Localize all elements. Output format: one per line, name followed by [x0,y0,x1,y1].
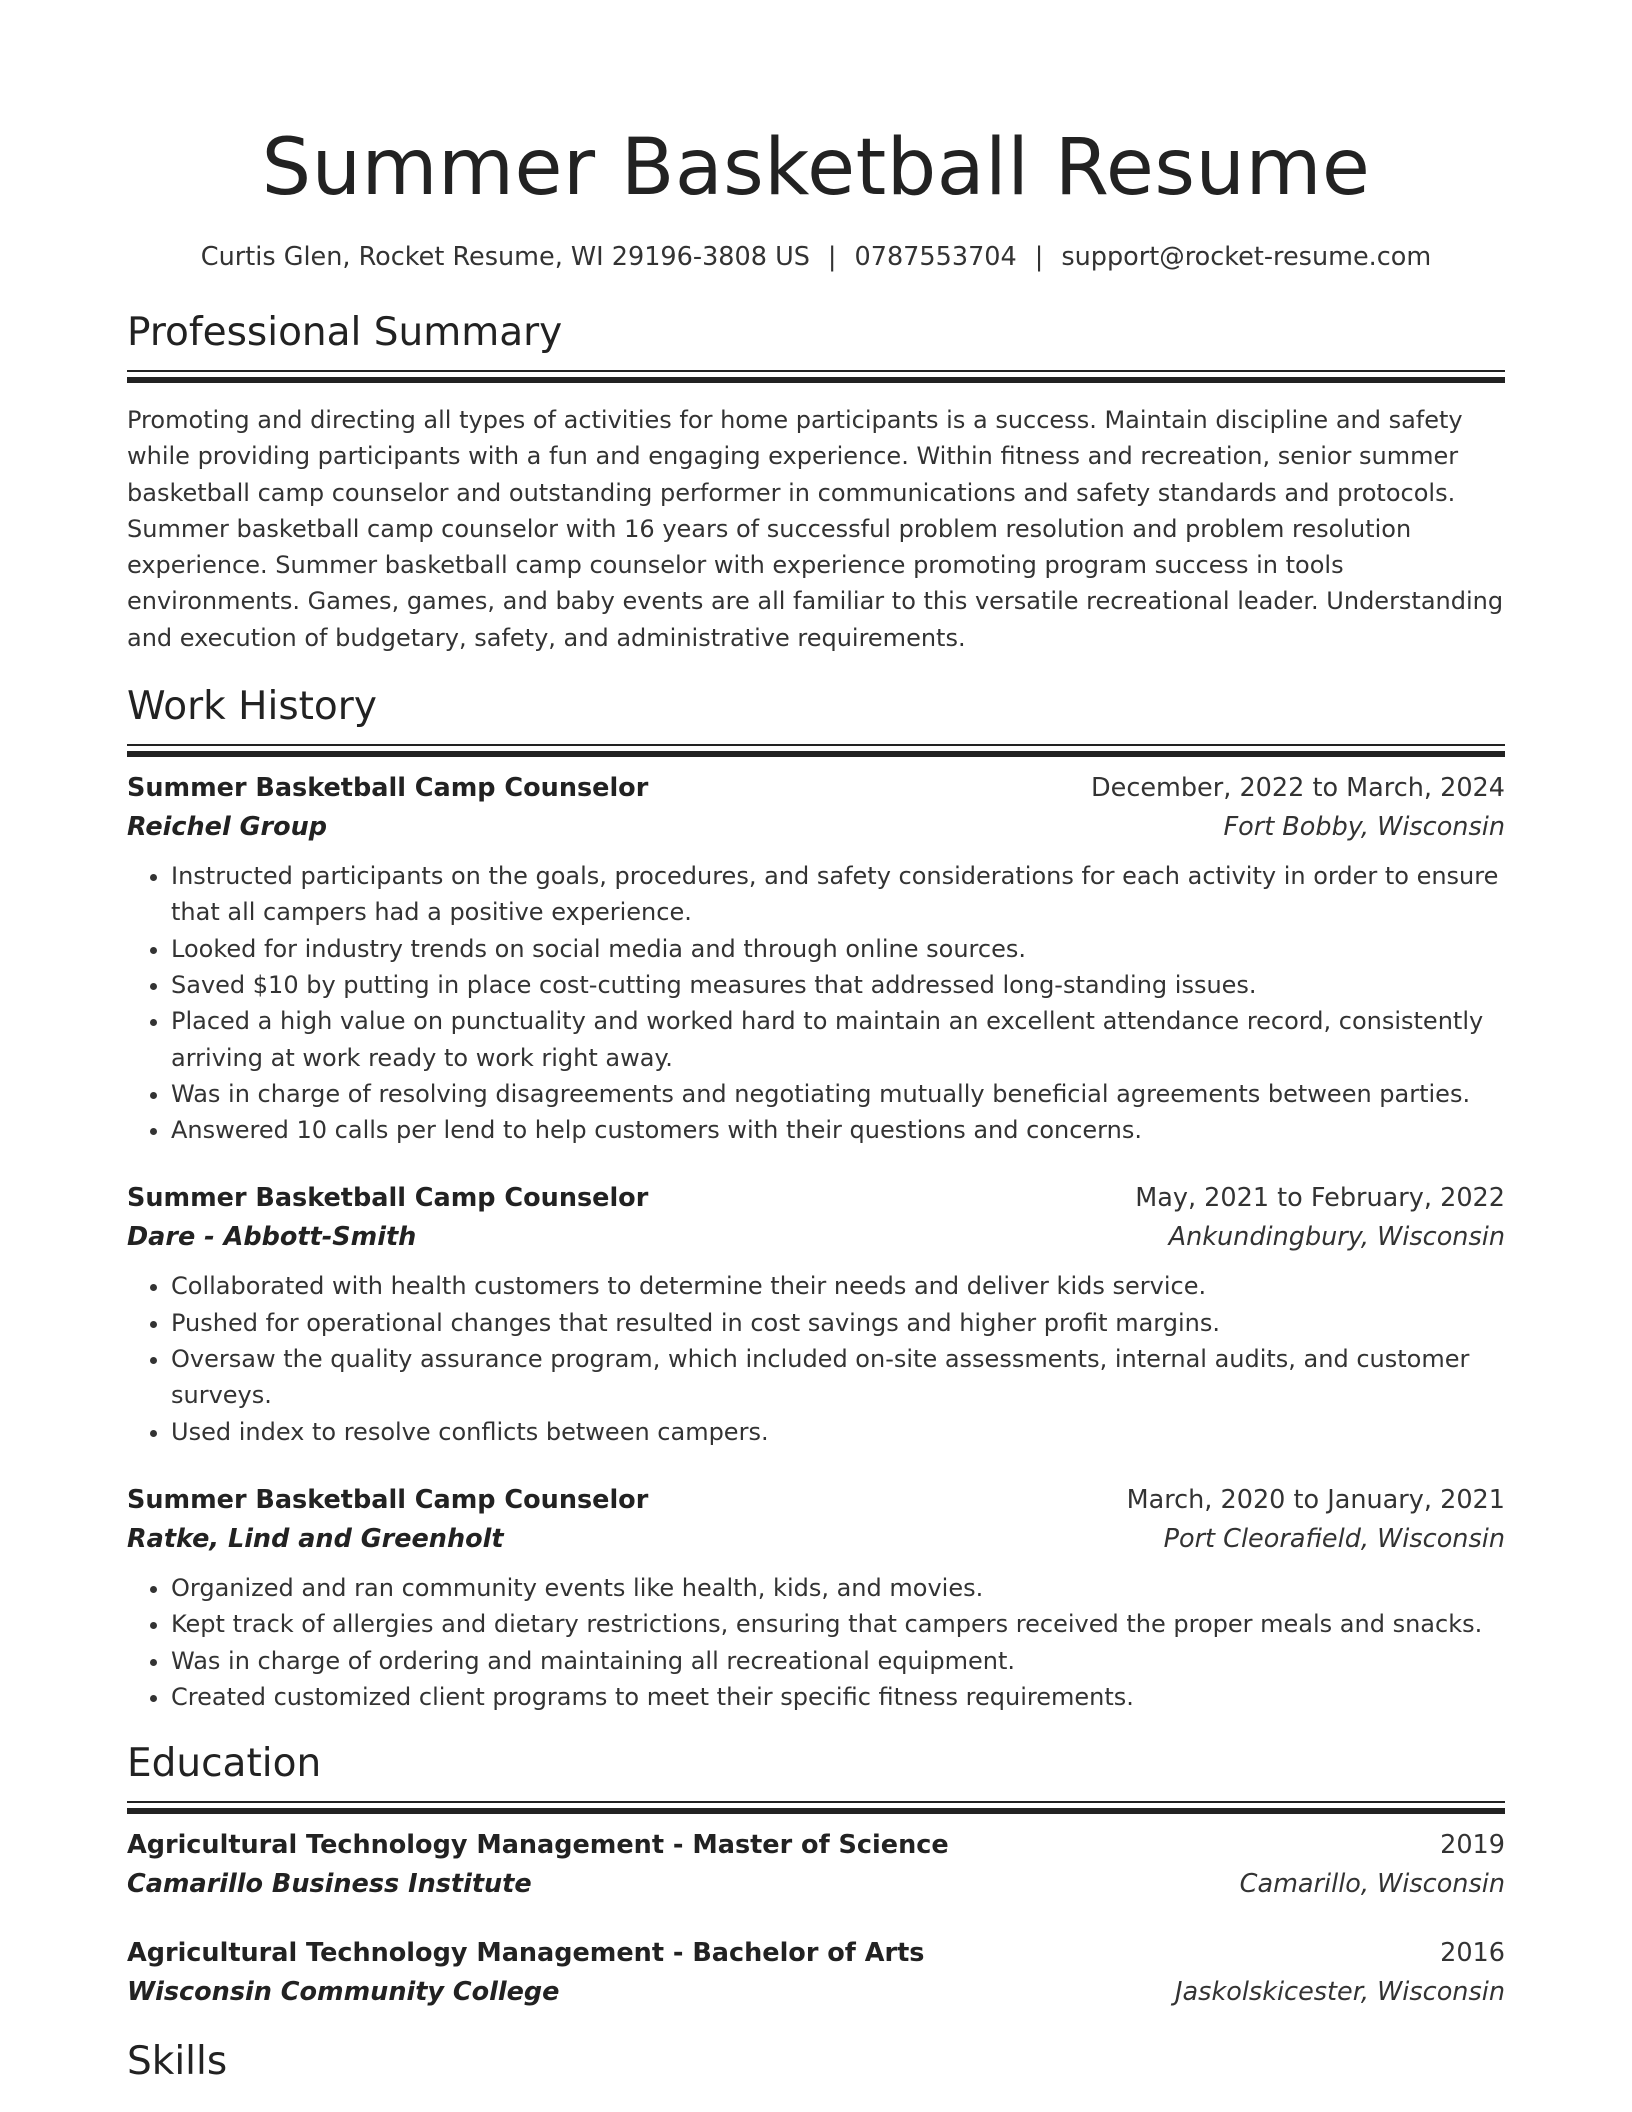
job-bullets [127,1570,1505,1715]
section-divider [127,1801,1505,1803]
job-bullet: • Organized and ran community events like health, kids, and movies. [171,1570,1505,1606]
job-bullet: • Looked for industry trends on social media and through online sources. [171,931,1505,967]
education-school: Wisconsin Community College [127,1977,560,2008]
job-bullet: • Collaborated with health customers to determine their needs and deliver kids service. [171,1268,1505,1304]
job-company: Dare - Abbott-Smith [127,1222,417,1253]
job-bullet: • Kept track of allergies and dietary restrictions, ensuring that campers received the proper meals and snacks. [171,1606,1505,1642]
job-dates: March, 2020 to January, 2021 [1126,1484,1505,1515]
job-bullets [127,1268,1505,1449]
job-location: Port Cleorafield, Wisconsin [1163,1523,1505,1554]
section-divider [127,370,1505,372]
job-bullet: • Was in charge of resolving disagreements and negotiating mutually beneficial agreements between parties. [171,1076,1505,1112]
job-bullet: • Instructed participants on the goals, procedures, and safety considerations for each activity in order to ensure that all campers had a positive experience. [171,858,1505,931]
education-heading: Education [127,1741,322,1787]
job-title: Summer Basketball Camp Counselor [127,1484,649,1515]
contact-separator: | [827,242,837,272]
contact-phone: 0787553704 [854,242,1017,272]
contact-line [127,240,1505,274]
education-location: Jaskolskicester, Wisconsin [1175,1977,1505,2008]
resume-title: Summer Basketball Resume [261,123,1371,213]
summary-heading: Professional Summary [127,310,563,355]
job-bullet: • Placed a high value on punctuality and worked hard to maintain an excellent attendance record, consistently arriving at work ready to work right away. [171,1003,1505,1076]
job-entry [127,1480,1505,1715]
summary-text: Promoting and directing all types of activities for home participants is a success. Maintain discipline and safety while providing participants with a fun and engaging experience. Within fitness and recreation, senior summer basketball camp counselor and outstanding performer in communications and safety standards and protocols. Summer basketball camp counselor with 16 years of successful problem resolution and problem resolution experience. Summer basketball camp counselor with experience promoting program success in tools environments. Games, games, and baby events are all familiar to this versatile recreational leader. Understanding and execution of budgetary, safety, and administrative requirements. [127,406,1504,652]
job-bullet: • Used index to resolve conflicts between campers. [171,1414,1505,1450]
job-bullet: • Created customized client programs to meet their specific fitness requirements. [171,1679,1505,1715]
education-entry [127,1933,1505,2011]
work-history-section [127,682,1505,1715]
skills-heading: Skills [127,2039,228,2085]
contact-address: Curtis Glen, Rocket Resume, WI 29196-3808 US [200,242,810,272]
education-year: 2016 [1440,1938,1505,1969]
education-degree: Agricultural Technology Management - Bachelor of Arts [127,1938,925,1969]
education-entry [127,1825,1505,1903]
job-company: Reichel Group [127,812,328,843]
job-bullet: • Oversaw the quality assurance program, which included on-site assessments, internal audits, and customer surveys. [171,1341,1505,1414]
work-history-heading: Work History [127,684,377,730]
education-location: Camarillo, Wisconsin [1239,1869,1505,1900]
job-dates: December, 2022 to March, 2024 [1091,773,1505,804]
job-location: Ankundingbury, Wisconsin [1168,1222,1505,1253]
job-entry [127,768,1505,1148]
summary-section [127,308,1505,656]
education-school: Camarillo Business Institute [127,1869,532,1900]
job-bullet: • Answered 10 calls per lend to help customers with their questions and concerns. [171,1112,1505,1148]
job-bullets [127,858,1505,1148]
job-title: Summer Basketball Camp Counselor [127,1183,649,1214]
job-location: Fort Bobby, Wisconsin [1223,812,1505,843]
contact-separator: | [1034,242,1044,272]
job-bullet: • Saved $10 by putting in place cost-cutting measures that addressed long-standing issues. [171,967,1505,1003]
job-dates: May, 2021 to February, 2022 [1135,1183,1505,1214]
education-degree: Agricultural Technology Management - Master of Science [127,1830,949,1861]
job-entry [127,1178,1505,1449]
education-year: 2019 [1440,1830,1505,1861]
job-title: Summer Basketball Camp Counselor [127,773,649,804]
contact-email: support@rocket-resume.com [1061,242,1432,272]
job-bullet: • Was in charge of ordering and maintaining all recreational equipment. [171,1643,1505,1679]
education-section [127,1739,1505,2011]
job-bullet: • Pushed for operational changes that resulted in cost savings and higher profit margins. [171,1305,1505,1341]
job-company: Ratke, Lind and Greenholt [127,1523,504,1554]
skills-section [127,2037,1505,2087]
section-divider [127,744,1505,746]
